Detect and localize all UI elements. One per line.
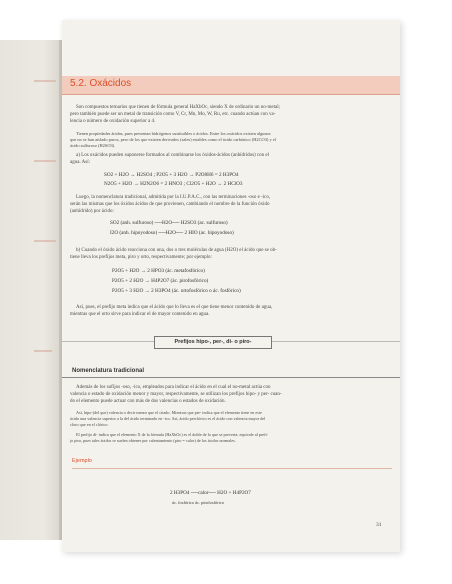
- example-rule: [72, 468, 392, 469]
- example-heading: Ejemplo: [72, 458, 92, 464]
- paragraph-line: valencia o estado de oxidación menor y mayor, respectivamente, se utilizan los prefijos hipo- y per- cuan-: [70, 392, 282, 397]
- paragraph-line: Tienen propiedades ácidas, pues presentan hidrógenos sustituibles o ácidos. Entre los oxácidos existen algunos: [76, 131, 271, 136]
- equation: I2O (anh. hipoyodoso) ──H2O── 2 HIO (ac. hipoyodoso): [110, 230, 234, 236]
- left-page-text-trace: [34, 240, 56, 242]
- left-page-text-trace: [34, 350, 52, 352]
- paragraph-line: mientras que el orto sirve para indicar el de mayor contenido en agua.: [70, 312, 210, 317]
- equation-subscript: ác. fosfórico ác. pirofosfórico: [172, 500, 225, 505]
- equation: P2O5 + H2O → 2 HPO3 (ác. metafosfórico): [112, 268, 205, 274]
- paragraph-line: Además de los sufijos -oso, -ico, empleados para indicar el ácido en el cual el no-metal actúa con: [76, 385, 271, 390]
- subsection-rule: [62, 377, 400, 378]
- paragraph-line: tiene lleva los prefijos meta, piro y orto, respectivamente; por ejemplo:: [70, 255, 212, 260]
- paragraph-line: a) Los oxácidos pueden suponerse formados al combinarse los óxidos-ácidos (anhídridos) con el: [76, 153, 270, 158]
- paragraph-line: Así, pues, el prefijo meta indica que el ácido que lo lleva es el que tiene menor contenido de agua,: [76, 305, 273, 310]
- paragraph-line: El prefijo di- indica que el elemento X de la fórmula (HaXbOc) es el doble de lo que se prevería; equivale al prefi-: [76, 432, 269, 437]
- subsection-title: Nomenclatura tradicional: [72, 368, 145, 374]
- equation: P2O5 + 3 H2O → 2 H3PO4 (ác. ortofosfórico o ác. fosfórico): [112, 288, 241, 294]
- equation: SO2 + H2O → H2SO4 ; P2O5 + 3 H2O → P2O8H6 = 2 H3PO4: [104, 172, 239, 178]
- equation: P2O5 + 2 H2O → H4P2O7 (ác. pirofosfórico): [112, 278, 209, 284]
- paragraph-line: agua. Así:: [70, 160, 90, 165]
- section-rule: [62, 94, 400, 95]
- paragraph-line: Luego, la nomenclatura tradicional, admitida por la I.U.P.A.C., con las terminaciones -oso e -ico,: [76, 195, 271, 200]
- prefijos-box: Prefijos hipo-, per-, di- o piro-: [154, 336, 272, 349]
- left-page-text-trace: [34, 160, 56, 162]
- paragraph-line: serán las mismas que los óxidos ácidos de que provienen, cambiando el nombre de la función óxido: [70, 202, 270, 207]
- equation: 2 H3PO4 ──calor── H2O + H4P2O7: [170, 490, 251, 496]
- page-number: 31: [376, 522, 382, 528]
- paragraph-line: Así, hipo-(del que) valencia o decir menor que el citado. Mientras que per- indica que el elemento tiene en este: [76, 410, 262, 415]
- left-page-text-trace: [34, 80, 56, 82]
- paragraph-line: b) Cuando el óxido ácido reacciona con una, dos o tres moléculas de agua (H2O) el ácido que se ob-: [76, 248, 277, 253]
- paragraph-line: ácido una valencia superior a la del ácido terminado en -ico. Así, ácido perclórico es el ácido con valencia mayor del: [70, 416, 266, 421]
- paragraph-line: Son compuestos ternarios que tienen de fórmula general HaXbOc, siendo X de ordinario un no-metal;: [76, 105, 280, 110]
- paragraph-line: ácido sulfuroso (H2SO3).: [70, 143, 116, 148]
- equation: N2O5 + H2O → H2N2O6 = 2 HNO3 ; Cl2O5 + H2O → 2 HClO3: [104, 181, 243, 187]
- paragraph-line: jo piro, pues tales ácidos se suelen obtener por calentamiento (piro = calor) de los ácidos normales.: [70, 438, 236, 443]
- paragraph-line: (anhídrido) por ácido:: [70, 209, 114, 214]
- paragraph-line: lencia o número de oxidación superior a 4.: [70, 119, 156, 124]
- paragraph-line: do el elemento puede actuar con más de dos valencias o estados de oxidación.: [70, 399, 226, 404]
- section-title: 5.2. Oxácidos: [70, 78, 132, 89]
- equation: SO2 (anh. sulfuroso) ──H2O── H2SO3 (ac. sulfuroso): [110, 220, 228, 226]
- paragraph-line: que no se han aislado puros, pero de los que existen derivados (sales) estables como el ácido carbónico (H2CO3) y el: [70, 137, 276, 142]
- paragraph-line: cloro que en el clórico.: [70, 422, 109, 427]
- book-page: [62, 20, 400, 552]
- paragraph-line: pero también puede ser un metal de transición como V, Cr, Mn, Mo, W, Ru, etc. cuando actúan con va-: [70, 112, 276, 117]
- left-page: [0, 40, 62, 540]
